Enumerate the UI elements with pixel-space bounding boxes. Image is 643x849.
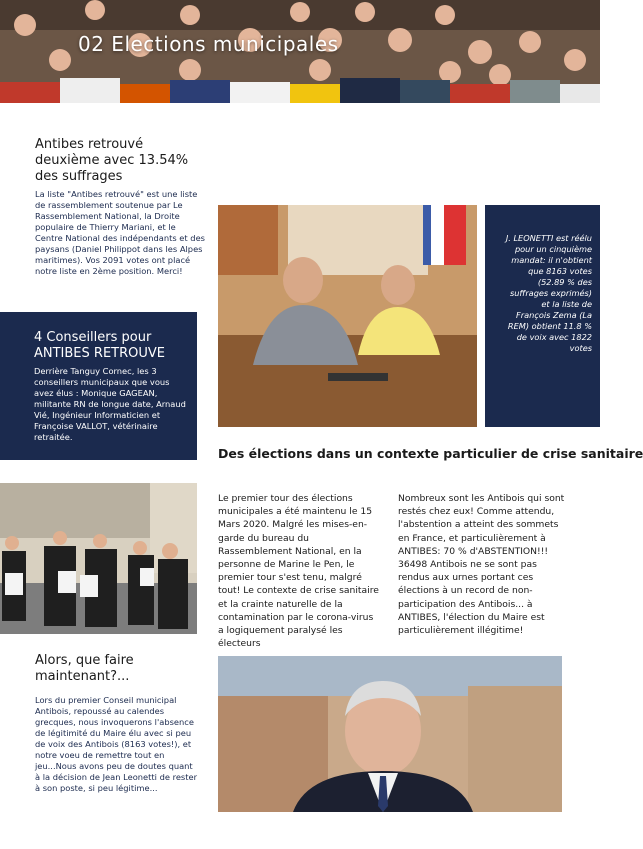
column-right <box>398 492 570 637</box>
next-steps-block <box>35 653 200 794</box>
quote-text: J. LEONETTI est réélu pour un cinquième mandat: il n'obtient que 8163 votes (52.89 % des suffrages exprimés) et la liste de François Zema (La REM) obtient 11.8 % de voix avec 1822 votes <box>505 233 592 353</box>
quote-box <box>485 205 600 427</box>
council-photo <box>218 205 477 427</box>
portrait-photo <box>218 656 562 812</box>
result-title: Antibes retrouvé deuxième avec 13.54% des suffrages <box>35 137 189 184</box>
result-block <box>35 137 205 277</box>
header-banner <box>0 0 600 103</box>
next-steps-title: Alors, que faire maintenant?... <box>35 653 134 684</box>
column-left <box>218 492 381 650</box>
column-right-text: Nombreux sont les Antibois qui sont restés chez eux! Comme attendu, l'abstention a atteint des sommets en France, et particulièrement à ANTIBES: 70 % d'ABSTENTION!!! 36498 Antibois ne se sont pas rendus aux urnes portant ces élections à un record de non-participation des Antibois... à ANTIBES, l'élection du Maire est particulièrement illégitime! <box>398 493 565 637</box>
page-title: 02 Elections municipales <box>78 32 339 56</box>
street-photo <box>0 483 197 634</box>
result-text: La liste "Antibes retrouvé" est une liste de rassemblement soutenue par Le Rassemblement National, la Droite populaire de Thierry Mariani, et le Centre National des indépendants et des paysans (Daniel Philippot dans les Alpes maritimes). Vos 2091 votes ont placé notre liste en 2ème position. Merci! <box>35 189 205 276</box>
councillors-text: Derrière Tanguy Cornec, les 3 conseillers municipaux que vous avez élus : Monique GAGEAN, militante RN de longue date, Arnaud Vié, Ingénieur Informaticien et Françoise VALLOT, vétérinaire retraitée. <box>34 366 186 442</box>
column-left-text: Le premier tour des élections municipales a été maintenu le 15 Mars 2020. Malgré les mises-en-garde du bureau du Rassemblement National, en la personne de Marine le Pen, le premier tour s'est tenu, malgré tout! Le contexte de crise sanitaire et la crainte naturelle de la contamination par le corona-virus a logiquement paralysé les électeurs <box>218 493 379 650</box>
councillors-title: 4 Conseillers pour ANTIBES RETROUVE <box>34 330 165 361</box>
councillors-block <box>0 312 197 460</box>
next-steps-text: Lors du premier Conseil municipal Antibois, repoussé au calendes grecques, nous invoquerons l'absence de légitimité du Maire élu avec si peu de voix des Antibois (8163 votes!), et notre voeu de remettre tout en jeu...Nous avons peu de doutes quant à la décision de Jean Leonetti de rester à son poste, si peu légitime... <box>35 695 198 793</box>
section-subtitle: Des élections dans un contexte particulier de crise sanitaire <box>218 446 643 461</box>
